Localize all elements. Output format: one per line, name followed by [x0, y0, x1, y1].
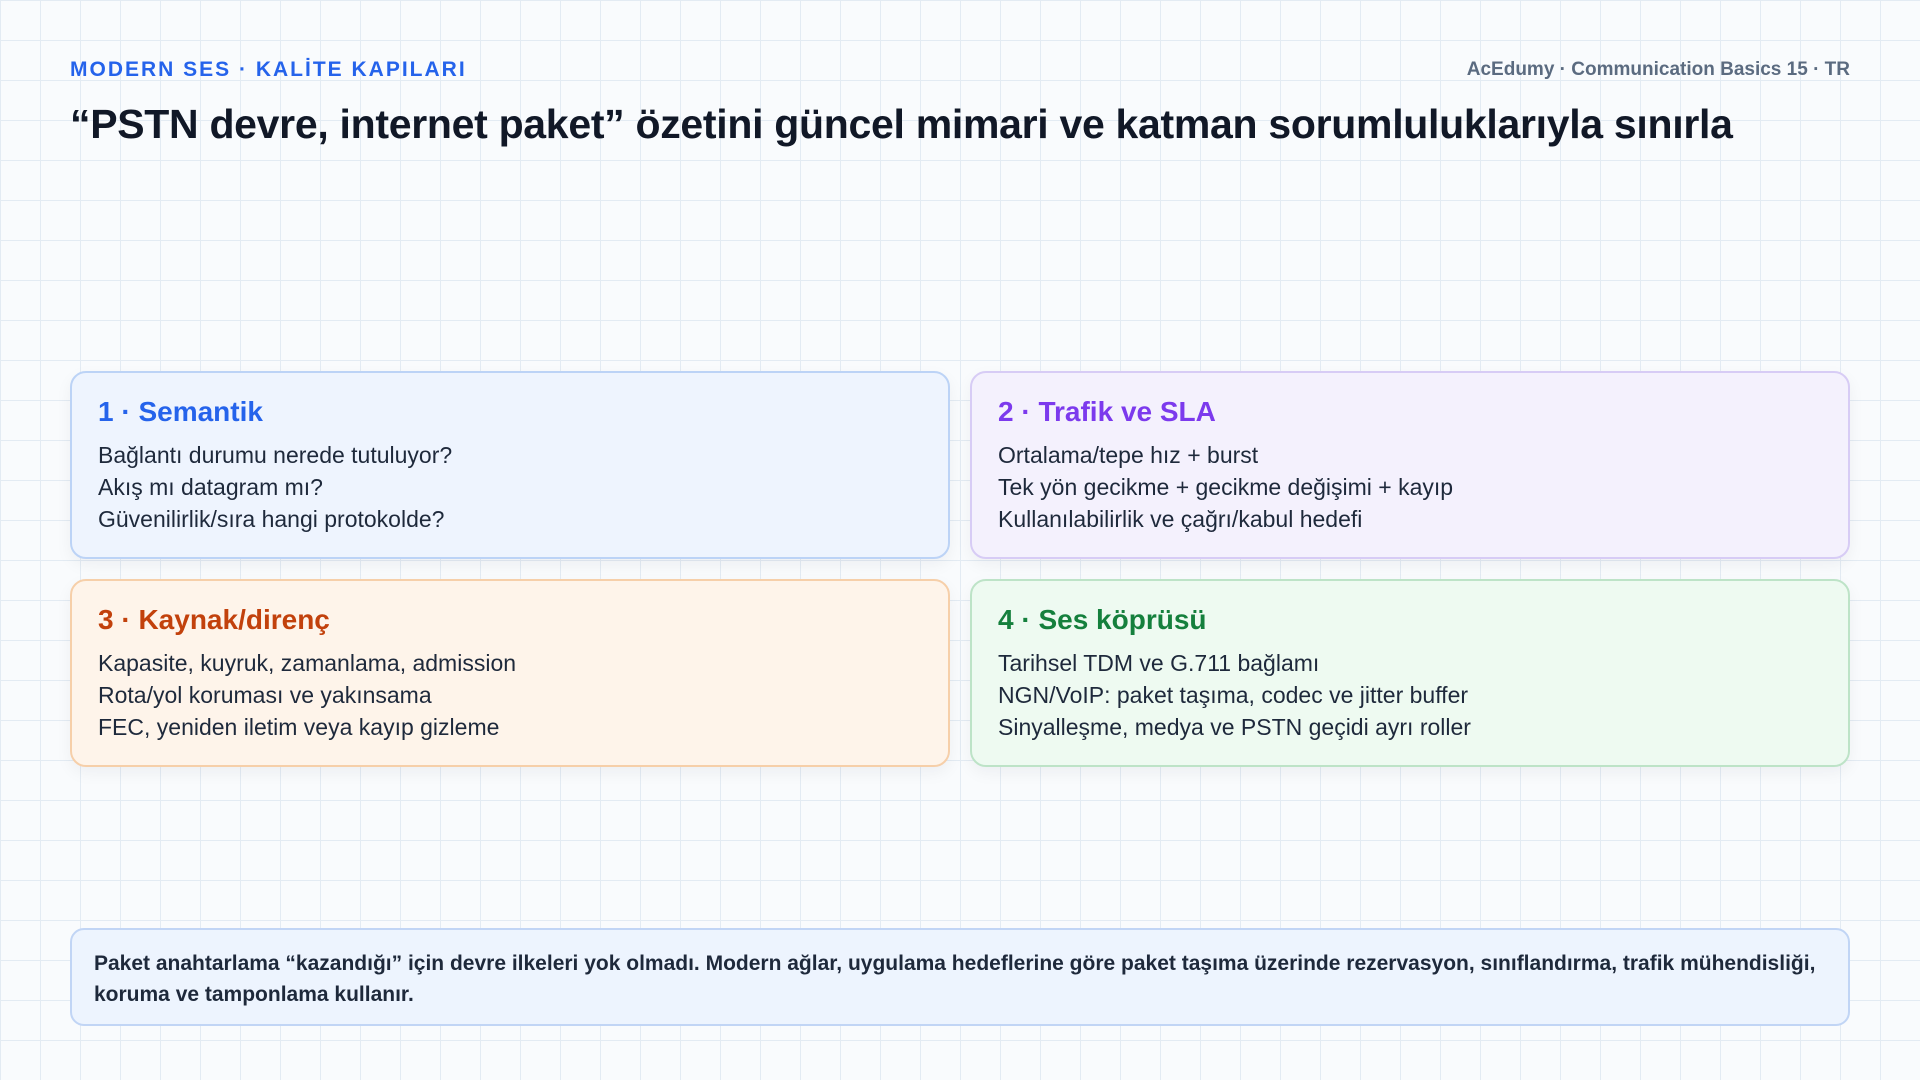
card-line: Ortalama/tepe hız + burst: [998, 442, 1259, 468]
card-line: NGN/VoIP: paket taşıma, codec ve jitter buffer: [998, 682, 1469, 708]
card-line: FEC, yeniden iletim veya kayıp gizleme: [98, 714, 500, 740]
course-source-label: AcEdumy · Communication Basics 15 · TR: [1466, 59, 1850, 80]
card-line: Bağlantı durumu nerede tutuluyor?: [98, 442, 453, 468]
card-line: Tarihsel TDM ve G.711 bağlamı: [998, 650, 1320, 676]
card-title: 1 · Semantik: [98, 396, 263, 427]
card-line: Güvenilirlik/sıra hangi protokolde?: [98, 506, 445, 532]
card-resource-resilience: [70, 579, 950, 767]
card-voice-bridge: [970, 579, 1850, 767]
card-line: Kapasite, kuyruk, zamanlama, admission: [98, 650, 517, 676]
card-line: Akış mı datagram mı?: [98, 474, 323, 500]
card-traffic-sla: [970, 371, 1850, 559]
card-line: Rota/yol koruması ve yakınsama: [98, 682, 432, 708]
card-line: Tek yön gecikme + gecikme değişimi + kayıp: [998, 474, 1454, 500]
kicker-label: MODERN SES · KALİTE KAPILARI: [70, 58, 467, 81]
card-semantics: [70, 371, 950, 559]
card-line: Kullanılabilirlik ve çağrı/kabul hedefi: [998, 506, 1363, 532]
card-title: 4 · Ses köprüsü: [998, 604, 1207, 635]
summary-note: Paket anahtarlama “kazandığı” için devre ilkeleri yok olmadı. Modern ağlar, uygulama hedeflerine göre paket taşıma üzerinde rezervasyon, sınıflandırma, trafik mühendisliği, koruma ve tamponlama kullanır.: [70, 928, 1850, 1026]
card-title: 2 · Trafik ve SLA: [998, 396, 1216, 427]
card-title: 3 · Kaynak/direnç: [98, 604, 330, 635]
page-title: “PSTN devre, internet paket” özetini güncel mimari ve katman sorumluluklarıyla sınırla: [70, 101, 1733, 147]
card-line: Sinyalleşme, medya ve PSTN geçidi ayrı roller: [998, 714, 1471, 740]
